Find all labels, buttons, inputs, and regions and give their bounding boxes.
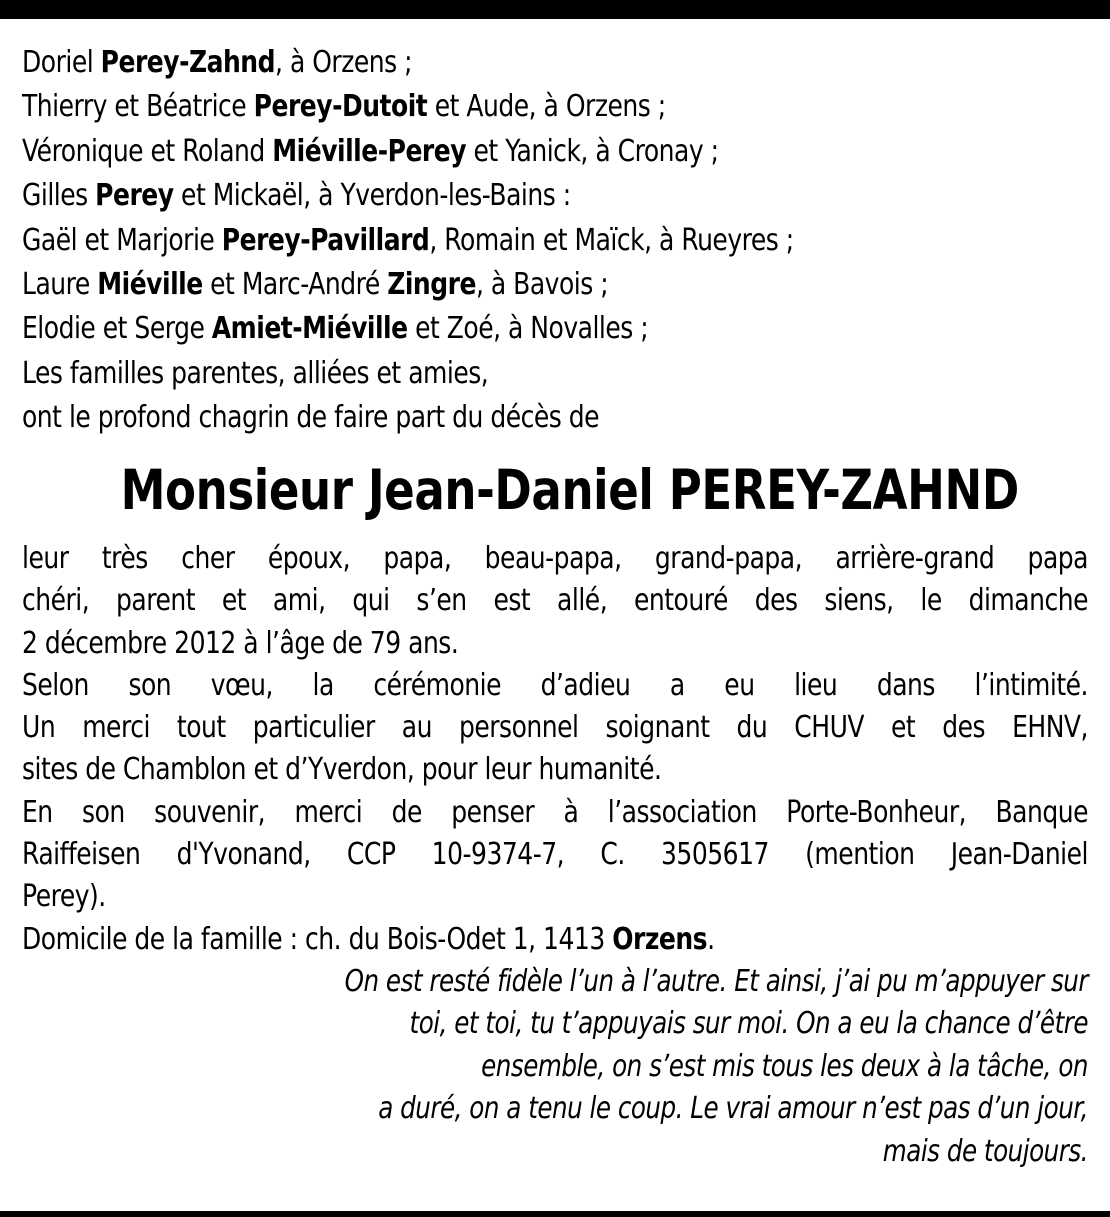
body-line: 2 décembre 2012 à l’âge de 79 ans.	[22, 625, 459, 661]
domicile-line: Domicile de la famille : ch. du Bois-Odet 1, 1413 Orzens.	[22, 921, 715, 957]
family-line: Gaël et Marjorie Perey-Pavillard, Romain et Maïck, à Rueyres ;	[22, 222, 794, 258]
body-line: Perey).	[22, 879, 106, 915]
quote-line: On est resté fidèle l’un à l’autre. Et ainsi, j’ai pu m’appuyer sur	[344, 964, 1088, 999]
family-line: Thierry et Béatrice Perey-Dutoit et Aude, à Orzens ;	[22, 89, 666, 125]
body-line: Un merci tout particulier au personnel soignant du CHUV et des EHNV,	[22, 710, 1088, 746]
top-border-rule	[0, 0, 1110, 19]
family-line: Elodie et Serge Amiet-Miéville et Zoé, à Novalles ;	[22, 311, 649, 347]
body-line: En son souvenir, merci de penser à l’association Porte-Bonheur, Banque	[22, 794, 1088, 830]
body-line: Selon son vœu, la cérémonie d’adieu a eu lieu dans l’intimité.	[22, 667, 1088, 703]
body-line: Raiffeisen d'Yvonand, CCP 10-9374-7, C. 3505617 (mention Jean-Daniel	[22, 837, 1088, 873]
family-line: Les familles parentes, alliées et amies,	[22, 355, 489, 391]
family-line: Gilles Perey et Mickaël, à Yverdon-les-Bains :	[22, 178, 571, 214]
body-line: chéri, parent et ami, qui s’en est allé, entouré des siens, le dimanche	[22, 583, 1088, 619]
family-line: ont le profond chagrin de faire part du décès de	[22, 400, 600, 436]
deceased-name-headline: Monsieur Jean-Daniel PEREY-ZAHND	[120, 458, 1019, 522]
quote-line: ensemble, on s’est mis tous les deux à la tâche, on	[481, 1048, 1088, 1084]
family-line: Véronique et Roland Miéville-Perey et Yanick, à Cronay ;	[22, 133, 719, 169]
announcement-body	[22, 538, 1088, 961]
bottom-border-rule	[0, 1211, 1110, 1217]
family-line: Doriel Perey-Zahnd, à Orzens ;	[22, 45, 413, 80]
quote-line: mais de toujours.	[882, 1133, 1088, 1169]
body-line: leur très cher époux, papa, beau-papa, grand-papa, arrière-grand papa	[22, 541, 1088, 576]
quote-line: toi, et toi, tu t’appuyais sur moi. On a eu la chance d’être	[409, 1006, 1088, 1042]
closing-quote	[22, 961, 1088, 1173]
family-line: Laure Miéville et Marc-André Zingre, à Bavois ;	[22, 267, 609, 303]
quote-line: a duré, on a tenu le coup. Le vrai amour n’est pas d’un jour,	[378, 1091, 1088, 1127]
body-line: sites de Chamblon et d’Yverdon, pour leur humanité.	[22, 752, 662, 788]
family-list	[22, 41, 896, 441]
